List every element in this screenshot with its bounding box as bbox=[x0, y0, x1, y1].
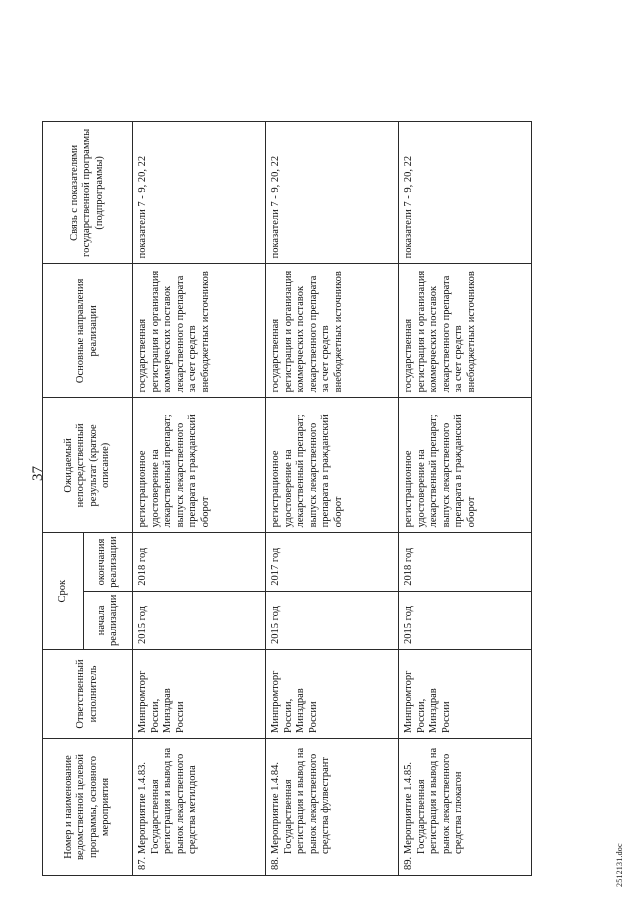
row-number: 89. bbox=[403, 856, 414, 870]
row-link: показатели 7 - 9, 20, 22 bbox=[399, 122, 532, 264]
row-name: Мероприятие 1.4.83. Государственная регистрация и вывод на рынок лекарственного средства метилдопа bbox=[137, 747, 198, 854]
measures-table bbox=[42, 121, 532, 876]
row-name: Мероприятие 1.4.84. Государственная регистрация и вывод на рынок лекарственного средства фулвестрант bbox=[270, 747, 331, 854]
header-result: Ожидаемый непосредственный результат (краткое описание) bbox=[43, 398, 133, 533]
row-directions: государственная регистрация и организация коммерческих поставок лекарственного препарата за счет средств внебюджетных источников bbox=[399, 264, 532, 398]
row-number: 87. bbox=[137, 856, 148, 870]
row-number: 88. bbox=[270, 856, 281, 870]
header-link: Связь с показателями государственной программы (подпрограммы) bbox=[43, 122, 133, 264]
row-name-cell bbox=[266, 739, 399, 876]
row-name-cell bbox=[399, 739, 532, 876]
header-directions: Основные направления реализации bbox=[43, 264, 133, 398]
row-result: регистрационное удостоверение на лекарственный препарат; выпуск лекарственного препарата в гражданский оборот bbox=[133, 398, 266, 533]
row-end: 2018 год bbox=[133, 533, 266, 591]
table-row bbox=[266, 122, 399, 876]
row-executor: Минпромторг России, Минздрав России bbox=[399, 650, 532, 739]
row-name-cell bbox=[133, 739, 266, 876]
header-term: Срок bbox=[43, 533, 84, 650]
header-name: Номер и наименование ведомственной целевой программы, основного мероприятия bbox=[43, 739, 133, 876]
table-row bbox=[399, 122, 532, 876]
row-result: регистрационное удостоверение на лекарственный препарат; выпуск лекарственного препарата в гражданский оборот bbox=[266, 398, 399, 533]
row-name: Мероприятие 1.4.85. Государственная регистрация и вывод на рынок лекарственного средства глюкагон bbox=[403, 747, 464, 854]
footer-doc-code: 2512131.doc bbox=[615, 843, 624, 887]
header-end: окончания реализации bbox=[84, 533, 133, 591]
table-header-row bbox=[43, 122, 84, 876]
row-end: 2017 год bbox=[266, 533, 399, 591]
header-executor: Ответственный исполнитель bbox=[43, 650, 133, 739]
table-row bbox=[133, 122, 266, 876]
row-start: 2015 год bbox=[266, 591, 399, 649]
row-directions: государственная регистрация и организация коммерческих поставок лекарственного препарата за счет средств внебюджетных источников bbox=[133, 264, 266, 398]
row-start: 2015 год bbox=[399, 591, 532, 649]
row-link: показатели 7 - 9, 20, 22 bbox=[133, 122, 266, 264]
row-start: 2015 год bbox=[133, 591, 266, 649]
row-directions: государственная регистрация и организация коммерческих поставок лекарственного препарата за счет средств внебюджетных источников bbox=[266, 264, 399, 398]
row-result: регистрационное удостоверение на лекарственный препарат; выпуск лекарственного препарата в гражданский оборот bbox=[399, 398, 532, 533]
row-link: показатели 7 - 9, 20, 22 bbox=[266, 122, 399, 264]
header-start: начала реализации bbox=[84, 591, 133, 649]
row-end: 2018 год bbox=[399, 533, 532, 591]
page-number: 37 bbox=[30, 466, 46, 481]
row-executor: Минпромторг России, Минздрав России bbox=[266, 650, 399, 739]
row-executor: Минпромторг России, Минздрав России bbox=[133, 650, 266, 739]
